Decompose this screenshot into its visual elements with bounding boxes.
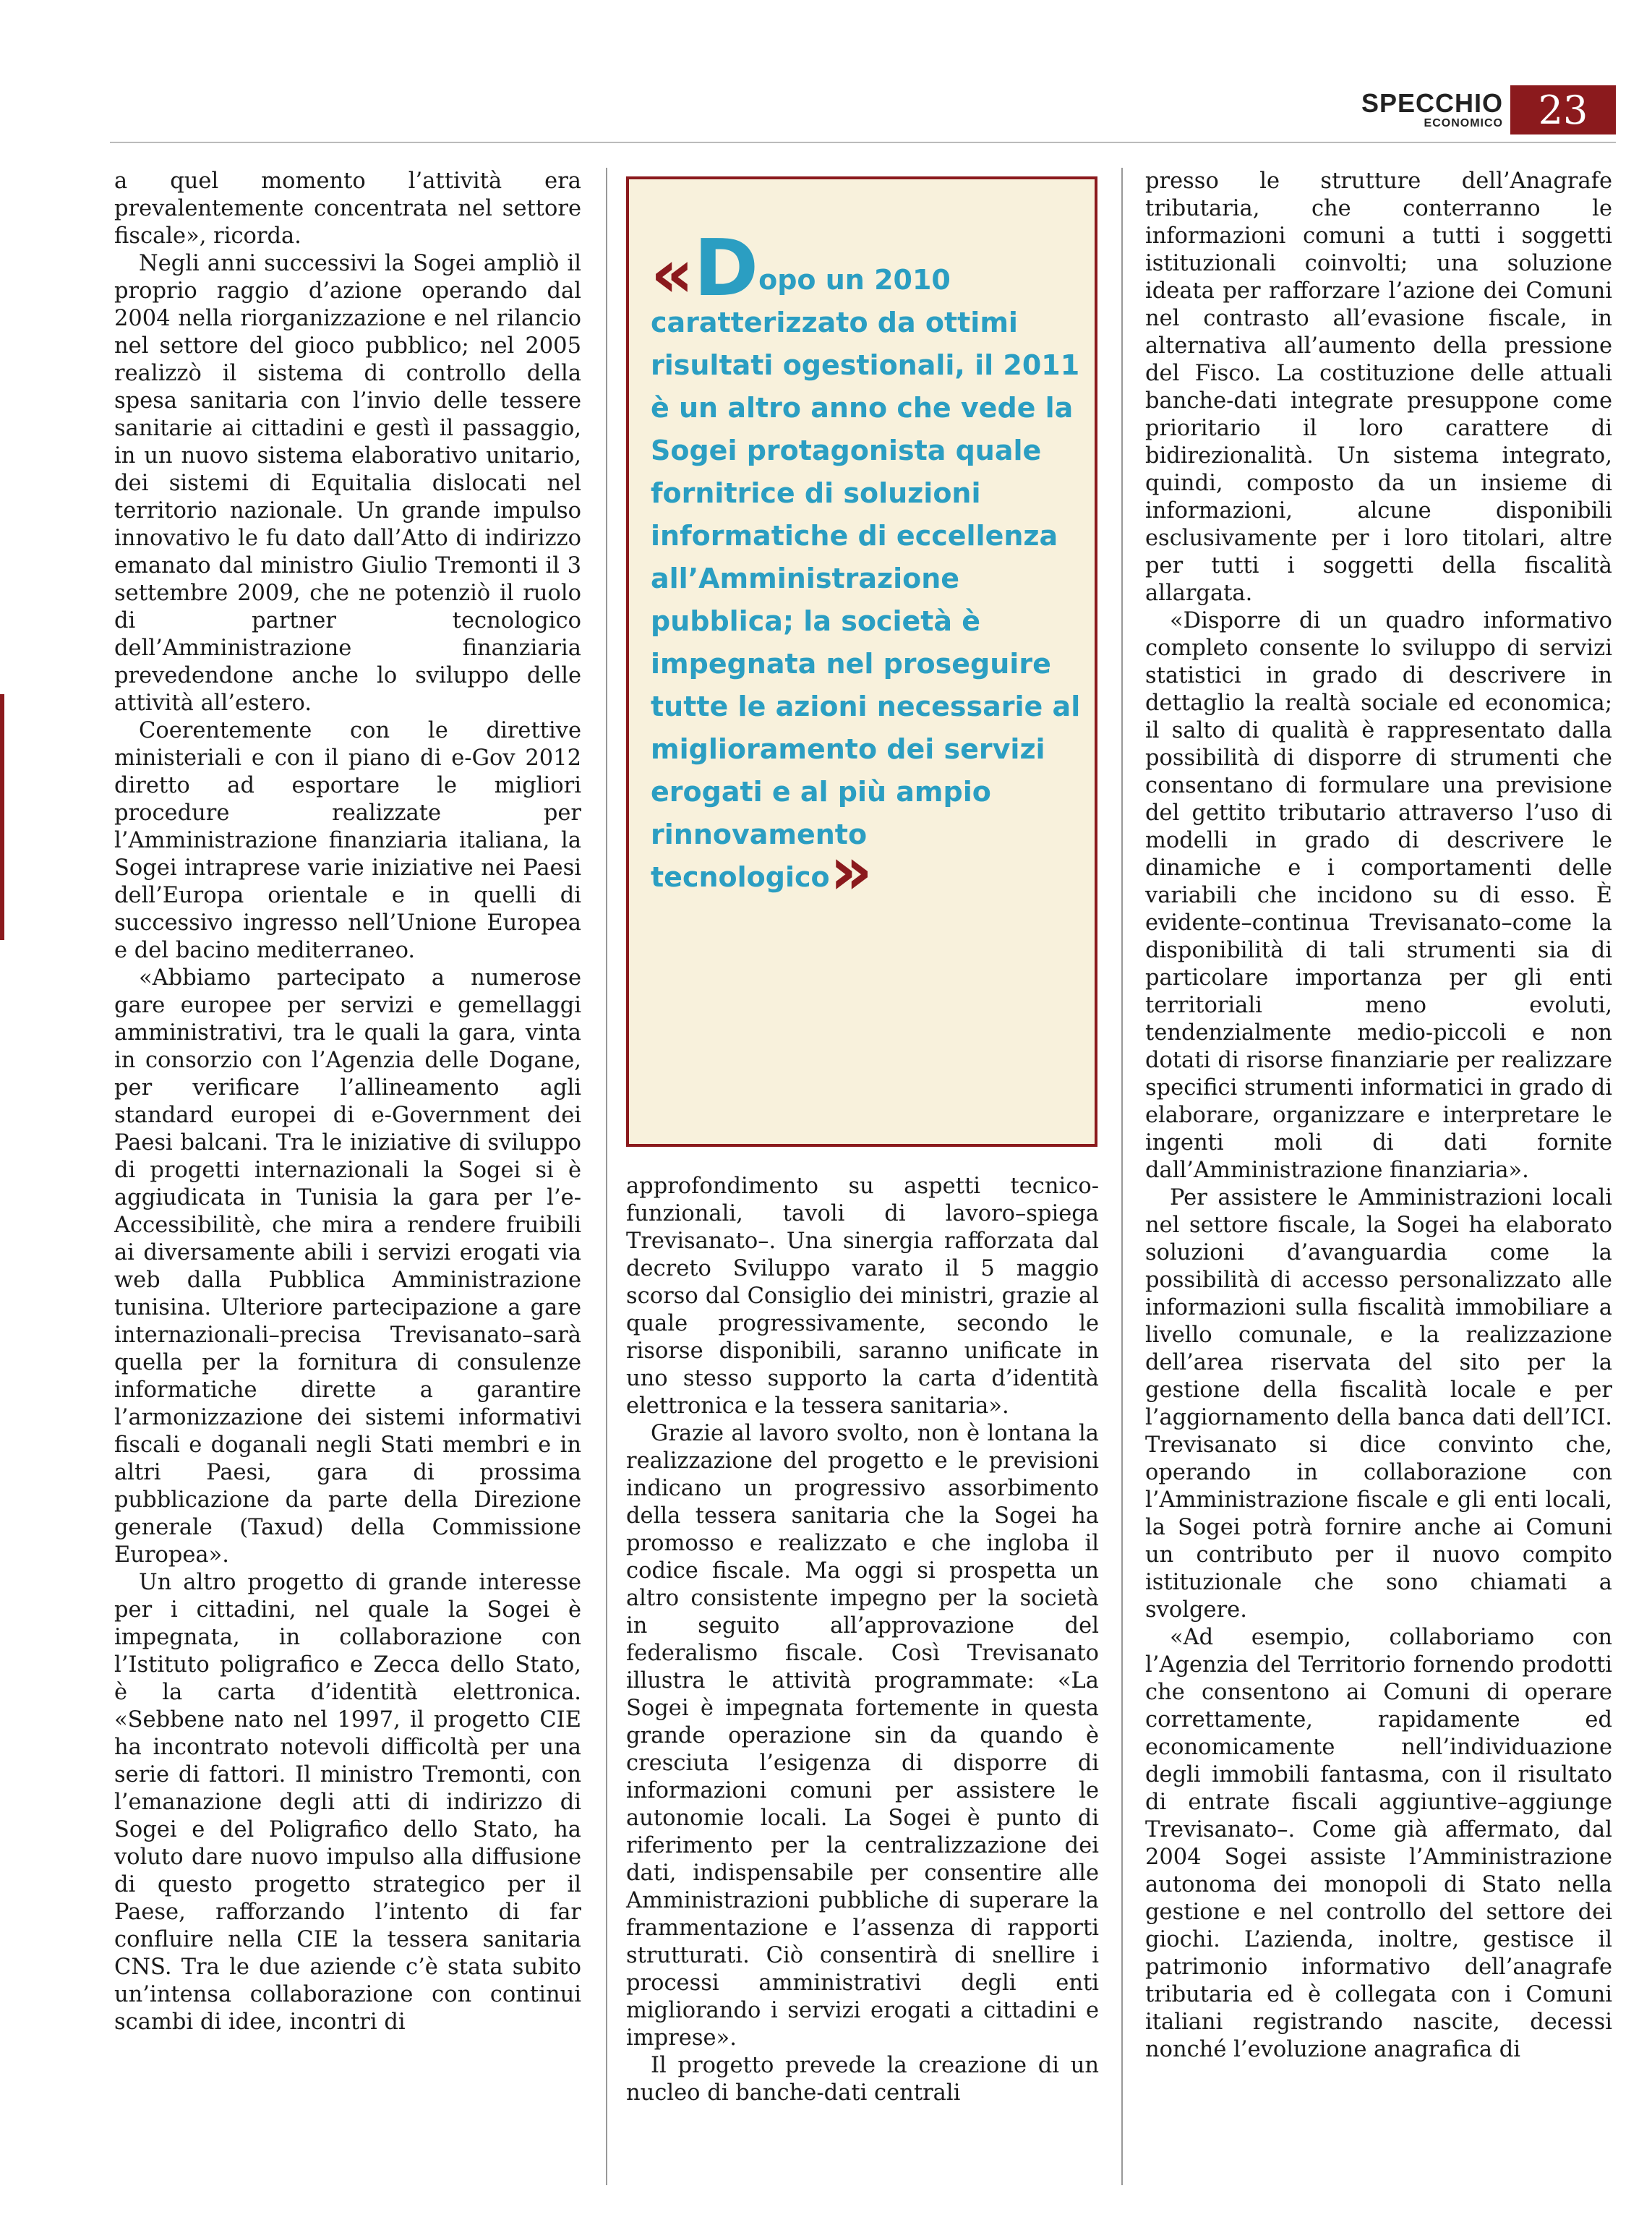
text-column-3 [1145,168,1612,2064]
paragraph: presso le strutture dell’Anagrafe tributaria, che conterranno le informazioni comuni a tutti i soggetti istituzionali coinvolti; una soluzione ideata per rafforzare l’azione dei Comuni nel contrasto all’evasione fiscale, in alternativa all’aumento della pressione del Fisco. La costituzione delle attuali banche-dati integrate presuppone come prioritario il loro carattere di bidirezionalità. Un sistema integrato, quindi, composto da un insieme di informazioni, alcune disponibili esclusivamente per i loro titolari, altre per tutti i soggetti della fiscalità allargata. [1145,168,1612,606]
paragraph: «Abbiamo partecipato a numerose gare europee per servizi e gemellaggi amministrativi, tra le quali la gara, vinta in consorzio con l’Agenzia delle Dogane, per verificare l’allineamento agli standard europei di e-Government dei Paesi balcani. Tra le iniziative di sviluppo di progetti internazionali la Sogei si è aggiudicata in Tunisia la gara per l’e-Accessibilitè, che mira a rendere fruibili ai diversamente abili i servizi erogati via web dalla Pubblica Amministrazione tunisina. Ulteriore partecipazione a gare internazionali–precisa Trevisanato–sarà quella per la fornitura di consulenze informatiche dirette a garantire l’armonizzazione dei sistemi informativi fiscali e doganali negli Stati membri e in altri Paesi, gara di prossima pubblicazione da parte della Direzione generale (Taxud) della Commissione Europea». [114,965,581,1568]
pull-quote-text [651,223,1084,910]
paragraph: Un altro progetto di grande interesse per i cittadini, nel quale la Sogei è impegnata, in collaborazione con l’Istituto poligrafico e Zecca dello Stato, è la carta d’identità elettronica. «Sebbene nato nel 1997, il progetto CIE ha incontrato notevoli difficoltà per una serie di fattori. Il ministro Tremonti, con l’emanazione degli atti di indirizzo di Sogei e del Poligrafico dello Stato, ha voluto dare nuovo impulso alla diffusione di questo progetto strategico per il Paese, rafforzando l’intento di far confluire nella CIE la tessera sanitaria CNS. Tra le due aziende c’è stata subito un’intensa collaborazione con continui scambi di idee, incontri di [114,1570,581,2035]
text-column-2 [626,1173,1099,2107]
open-quote-mark: « [651,235,694,312]
page-number: 23 [1510,85,1616,134]
magazine-name: SPECCHIO [1361,88,1503,118]
paragraph: Negli anni successivi la Sogei ampliò il proprio raggio d’azione operando dal 2004 nella riorganizzazione e nel rilancio nel settore del gioco pubblico; nel 2005 realizzò il sistema di controllo della spesa sanitaria con l’invio delle tessere sanitarie ai cittadini e gestì il passaggio, in un nuovo sistema elaborativo unitario, dei sistemi di Equitalia dislocati nel territorio nazionale. Un grande impulso innovativo le fu dato dall’Atto di indirizzo emanato dal ministro Giulio Tremonti il 3 settembre 2009, che ne potenziò il ruolo di partner tecnologico dell’Amministrazione finanziaria prevedendone anche lo sviluppo delle attività all’estero. [114,251,581,716]
masthead [1361,85,1616,134]
paragraph: Coerentemente con le direttive ministeriali e con il piano di e-Gov 2012 diretto ad esportare le migliori procedure realizzate per l’Amministrazione finanziaria italiana, la Sogei intraprese varie iniziative nei Paesi dell’Europa orientale e in quelli di successivo ingresso nell’Unione Europea e del bacino mediterraneo. [114,718,581,963]
pull-quote [626,176,1097,1147]
magazine-subtitle: ECONOMICO [1424,117,1503,129]
paragraph: Il progetto prevede la creazione di un nucleo di banche-dati centrali [626,2053,1099,2106]
paragraph: «Ad esempio, collaboriamo con l’Agenzia del Territorio fornendo prodotti che consentono ai Comuni di operare correttamente, rapidamente ed economicamente nell’individuazione degli immobili fantasma, con il risultato di entrate fiscali aggiuntive–aggiunge Trevisanato–. Come già affermato, dal 2004 Sogei assiste l’Amministrazione autonoma dei monopoli di Stato nella gestione e nel controllo del settore dei giochi. L’azienda, inoltre, gestisce il patrimonio informativo dell’anagrafe tributaria ed è collegata con i Comuni italiani registrando nascite, decessi nonché l’evoluzione anagrafica di [1145,1625,1612,2062]
column-divider-right [1121,168,1123,2185]
paragraph: Grazie al lavoro svolto, non è lontana la realizzazione del progetto e le previsioni indicano un progressivo assorbimento della tessera sanitaria che la Sogei ha promosso e realizzato e che ingloba il codice fiscale. Ma oggi si prospetta un altro consistente impegno per la società in seguito all’approvazione del federalismo fiscale. Così Trevisanato illustra le attività programmate: «La Sogei è impegnata fortemente in questa grande operazione sin da quando è cresciuta l’esigenza di disporre di informazioni comuni per assistere le autonomie locali. La Sogei è punto di riferimento per la centralizzazione dei dati, indispensabile per consentire alle Amministrazioni pubbliche di superare la frammentazione e l’assenza di rapporti strutturati. Ciò consentirà di snellire i processi amministrativi degli enti migliorando i servizi erogati a cittadini e imprese». [626,1421,1099,2051]
paragraph: «Disporre di un quadro informativo completo consente lo sviluppo di servizi statistici in grado di descrivere in dettaglio la realtà sociale ed economica; il salto di qualità è rappresentato dalla possibilità di disporre di strumenti che consentano di formulare una previsione del gettito tributario attraverso l’uso di modelli in grado di descrivere le dinamiche e i comportamenti delle variabili che incidono su di esso. È evidente–continua Trevisanato–come la disponibilità di tali strumenti sia di particolare importanza per gli enti territoriali meno evoluti, tendenzialmente medio-piccoli e non dotati di risorse finanziarie per realizzare specifici strumenti informatici in grado di elaborare, organizzare e interpretare le ingenti moli di dati fornite dall’Amministrazione finanziaria». [1145,608,1612,1183]
paragraph: Per assistere le Amministrazioni locali nel settore fiscale, la Sogei ha elaborato soluzioni d’avanguardia come la possibilità di accesso personalizzato alle informazioni sulla fiscalità immobiliare a livello comunale, e la realizzazione dell’area riservata del sito per la gestione della fiscalità locale e per l’aggiornamento della banca dati dell’ICI. Trevisanato si dice convinto che, operando in collaborazione con l’Amministrazione fiscale e gli enti locali, la Sogei potrà fornire anche ai Comuni un contributo per il nuovo compito istituzionale che sono chiamati a svolgere. [1145,1185,1612,1623]
close-quote-mark: » [829,832,873,910]
text-column-1 [114,168,581,2036]
drop-cap: D [693,223,759,314]
pull-quote-body: opo un 2010 caratterizzato da ottimi risultati ogestionali, il 2011 è un altro anno che vede la Sogei protagonista quale fornitrice di soluzioni informatiche di eccellenza all’Amministrazione pubblica; la società è impegnata nel proseguire tutte le azioni necessarie al miglioramento dei servizi erogati e al più ampio rinnovamento tecnologico [651,264,1081,893]
magazine-logo [1361,90,1503,129]
header-rule [110,142,1616,143]
paragraph: a quel momento l’attività era prevalentemente concentrata nel settore fiscale», ricorda. [114,168,581,249]
edge-marker [0,694,4,940]
column-divider-left [606,168,607,2185]
paragraph: approfondimento su aspetti tecnico-funzionali, tavoli di lavoro–spiega Trevisanato–. Una sinergia rafforzata dal decreto Sviluppo varato il 5 maggio scorso dal Consiglio dei ministri, grazie al quale progressivamente, secondo le risorse disponibili, saranno unificate in uno stesso supporto la carta d’identità elettronica e la tessera sanitaria». [626,1174,1099,1419]
